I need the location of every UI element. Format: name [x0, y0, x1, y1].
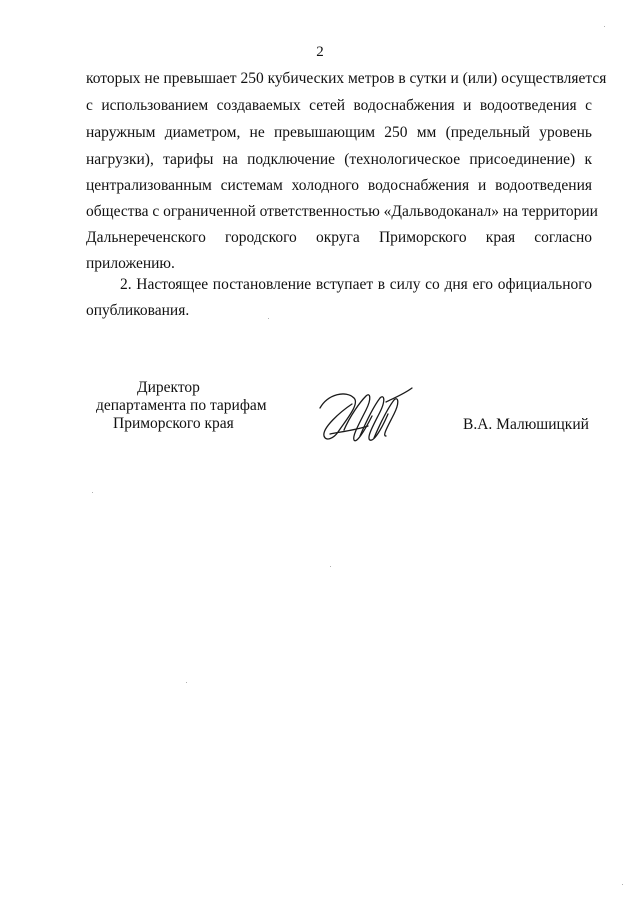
- scan-speck: [604, 26, 605, 27]
- paragraph-line: опубликования.: [86, 302, 190, 319]
- paragraph-line: нагрузки), тарифы на подключение (технологическое присоединение) к: [86, 151, 592, 168]
- paragraph-line: 2. Настоящее постановление вступает в силу со дня его официального: [120, 276, 592, 293]
- scan-speck: [330, 566, 331, 567]
- paragraph-line: приложению.: [86, 255, 175, 272]
- paragraph-line: наружным диаметром, не превышающим 250 мм (предельный уровень: [86, 124, 592, 141]
- paragraph-line: централизованным системам холодного водоснабжения и водоотведения: [86, 177, 592, 194]
- scan-speck: [622, 884, 623, 885]
- page-number: 2: [316, 44, 324, 60]
- paragraph-line: которых не превышает 250 кубических метров в сутки и (или) осуществляется: [86, 70, 607, 87]
- scan-speck: [268, 318, 269, 319]
- signer-name: В.А. Малюшицкий: [463, 416, 589, 433]
- signer-title-line: департамента по тарифам: [96, 397, 267, 414]
- signer-title-line: Директор: [137, 379, 200, 396]
- handwritten-signature: [316, 386, 416, 446]
- scan-speck: [92, 492, 93, 493]
- scan-speck: [186, 682, 187, 683]
- paragraph-line: общества с ограниченной ответственностью «Дальводоканал» на территории: [86, 203, 598, 220]
- paragraph-line: Дальнереченского городского округа Приморского края согласно: [86, 229, 592, 246]
- signer-title-line: Приморского края: [113, 415, 234, 432]
- paragraph-line: с использованием создаваемых сетей водоснабжения и водоотведения с: [86, 97, 592, 114]
